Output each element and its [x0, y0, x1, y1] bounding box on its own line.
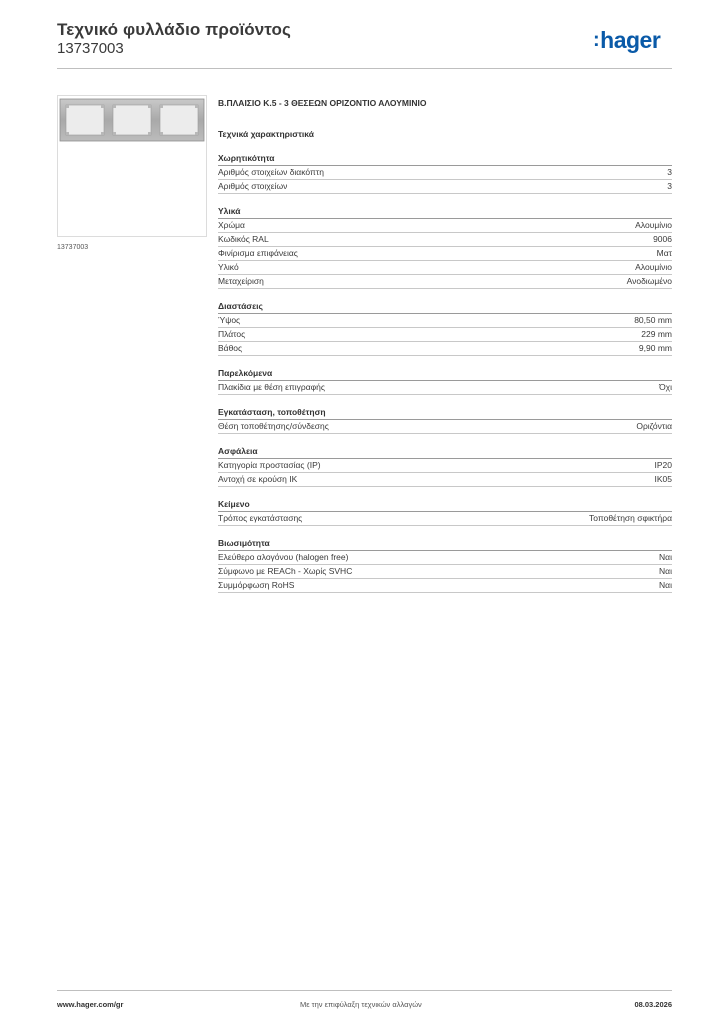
spec-value: Ανοδιωμένο [626, 276, 672, 286]
spec-sections [218, 152, 672, 593]
spec-section [218, 498, 672, 526]
spec-label: Φινίρισμα επιφάνειας [218, 248, 298, 258]
spec-row [218, 381, 672, 395]
spec-row [218, 579, 672, 593]
footer-divider [57, 990, 672, 991]
spec-value: Ναι [659, 566, 672, 576]
spec-heading: Τεχνικά χαρακτηριστικά [218, 129, 314, 139]
spec-value: 3 [667, 181, 672, 191]
spec-row [218, 180, 672, 194]
hager-logo: :hager [593, 27, 661, 53]
product-image [57, 95, 207, 237]
section-title: Υλικά [218, 205, 672, 219]
spec-section [218, 367, 672, 395]
spec-row [218, 459, 672, 473]
spec-value: IP20 [654, 460, 672, 470]
spec-row [218, 247, 672, 261]
spec-content [218, 96, 672, 593]
spec-row [218, 551, 672, 565]
spec-label: Χρώμα [218, 220, 245, 230]
section-title: Εγκατάσταση, τοποθέτηση [218, 406, 672, 420]
spec-label: Πλακίδια με θέση επιγραφής [218, 382, 325, 392]
spec-label: Πλάτος [218, 329, 246, 339]
spec-label: Βάθος [218, 343, 243, 353]
header-divider [57, 68, 672, 69]
spec-label: Σύμφωνο με REACh - Χωρίς SVHC [218, 566, 353, 576]
spec-label: Ύψος [218, 315, 241, 325]
spec-value: Ναι [659, 552, 672, 562]
spec-value: Αλουμίνιο [635, 262, 672, 272]
spec-row [218, 219, 672, 233]
product-frame-icon [58, 96, 206, 236]
spec-label: Μεταχείριση [218, 276, 264, 286]
section-title: Χωρητικότητα [218, 152, 672, 166]
spec-row [218, 473, 672, 487]
spec-section [218, 205, 672, 289]
logo-text: hager [600, 27, 661, 53]
spec-value: 3 [667, 167, 672, 177]
spec-value: 229 mm [641, 329, 672, 339]
spec-section [218, 406, 672, 434]
spec-value: 9,90 mm [638, 343, 672, 353]
footer-notice: Με την επιφύλαξη τεχνικών αλλαγών [300, 1000, 422, 1009]
spec-value: 9006 [653, 234, 672, 244]
footer-date: 08.03.2026 [634, 1000, 672, 1009]
spec-row [218, 233, 672, 247]
spec-label: Αντοχή σε κρούση IK [218, 474, 298, 484]
spec-value: Ναι [659, 580, 672, 590]
spec-row [218, 565, 672, 579]
footer-website[interactable]: www.hager.com/gr [57, 1000, 124, 1009]
section-title: Ασφάλεια [218, 445, 672, 459]
spec-row [218, 342, 672, 356]
spec-section [218, 300, 672, 356]
spec-section [218, 152, 672, 194]
spec-row [218, 314, 672, 328]
spec-row [218, 261, 672, 275]
spec-label: Τρόπος εγκατάστασης [218, 513, 303, 523]
image-caption: 13737003 [57, 244, 89, 251]
spec-label: Κατηγορία προστασίας (IP) [218, 460, 321, 470]
spec-value: Ματ [656, 248, 672, 258]
spec-value: Τοποθέτηση σφικτήρα [588, 513, 672, 523]
spec-label: Αριθμός στοιχείων [218, 181, 288, 191]
document-title: Τεχνικό φυλλάδιο προϊόντος [57, 20, 291, 39]
spec-value: Οριζόντια [636, 421, 672, 431]
spec-value: IK05 [654, 474, 672, 484]
spec-label: Θέση τοποθέτησης/σύνδεσης [218, 421, 329, 431]
spec-value: Όχι [659, 382, 672, 392]
section-title: Κείμενο [218, 498, 672, 512]
section-title: Διαστάσεις [218, 300, 672, 314]
product-name: Β.ΠΛΑΙΣΙΟ Κ.5 - 3 ΘΕΣΕΩΝ ΟΡΙΖΟΝΤΙΟ ΑΛΟΥΜΙΝΙΟ [218, 98, 427, 108]
spec-label: Υλικό [218, 262, 239, 272]
spec-row [218, 328, 672, 342]
spec-row [218, 166, 672, 180]
spec-row [218, 420, 672, 434]
spec-row [218, 512, 672, 526]
spec-label: Κωδικός RAL [218, 234, 269, 244]
section-title: Βιωσιμότητα [218, 537, 672, 551]
spec-row [218, 275, 672, 289]
spec-label: Ελεύθερο αλογόνου (halogen free) [218, 552, 349, 562]
spec-label: Αριθμός στοιχείων διακόπτη [218, 167, 324, 177]
product-code: 13737003 [57, 40, 124, 57]
spec-section [218, 445, 672, 487]
spec-section [218, 537, 672, 593]
section-title: Παρελκόμενα [218, 367, 672, 381]
spec-value: 80,50 mm [634, 315, 672, 325]
spec-value: Αλουμίνιο [635, 220, 672, 230]
spec-label: Συμμόρφωση RoHS [218, 580, 295, 590]
